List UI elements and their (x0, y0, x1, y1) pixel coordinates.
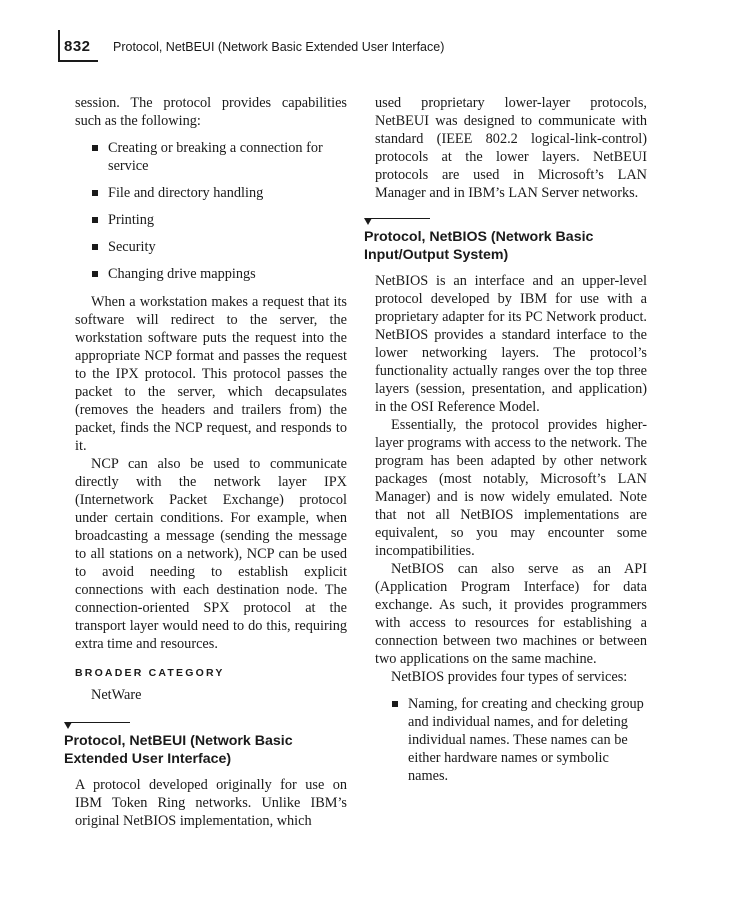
triangle-down-icon (64, 722, 72, 729)
netbios-entry (364, 216, 647, 785)
bullet-square-icon (392, 701, 398, 707)
bullet-square-icon (92, 190, 98, 196)
body-paragraph: NetBIOS provides four types of services: (391, 669, 628, 685)
entry-rule (368, 218, 430, 219)
body-paragraph: When a workstation makes a request that its software will redirect to the server, the workstation software puts the request into the appropriate NCP format and passes the request to the IPX protocol. This protocol passes the packet to the server, which decapsulates (removes the headers and trailers from) the packet, finds the NCP request, and responds to it. (75, 294, 347, 454)
capabilities-list (75, 139, 347, 283)
list-item: Changing drive mappings (75, 265, 347, 283)
list-item: Creating or breaking a connection for service (75, 139, 347, 175)
netbeui-entry (64, 720, 347, 830)
broader-category-label: BROADER CATEGORY (75, 667, 225, 679)
body-paragraph: NCP can also be used to communicate directly with the network layer IPX (Internetwork Packet Exchange) protocol under certain conditions. For example, when broadcasting a message (sending the message to all stations on a network), NCP can be used to avoid needing to establish explicit connections with each destination node. The connection-oriented SPX protocol at the transport layer would need to do this, requiring extra time and resources. (75, 456, 347, 652)
bullet-square-icon (92, 244, 98, 250)
body-paragraph: Essentially, the protocol provides higher-layer programs with access to the network. The program has been adapted by other network packages (most notably, Microsoft’s LAN Manager) and is now widely emulated. Note that not all NetBIOS implementations are equivalent, so you may encounter some incompatibilities. (375, 417, 647, 559)
intro-paragraph: session. The protocol provides capabilities such as the following: (75, 95, 347, 129)
entry-title: Protocol, NetBEUI (Network Basic Extended User Interface) (64, 733, 293, 767)
entry-marker (364, 216, 647, 228)
body-paragraph: NetBIOS can also serve as an API (Application Program Interface) for data exchange. As such, it provides programmers with access to resources for establishing a connection between two machines or between two applications on the same machine. (375, 561, 647, 667)
broader-category-value: NetWare (91, 687, 142, 703)
running-title: Protocol, NetBEUI (Network Basic Extended User Interface) (113, 40, 445, 54)
list-item: Security (75, 238, 347, 256)
triangle-down-icon (364, 218, 372, 225)
list-item: Naming, for creating and checking group and individual names, and for deleting individual names. These names can be either hardware names or symbolic names. (375, 695, 647, 785)
entry-body: A protocol developed originally for use on IBM Token Ring networks. Unlike IBM’s original NetBIOS implementation, which (75, 777, 347, 829)
bullet-square-icon (92, 217, 98, 223)
header-rule-vertical (58, 30, 60, 62)
entry-marker (64, 720, 347, 732)
left-column (64, 94, 347, 830)
list-item: Printing (75, 211, 347, 229)
header-rule-horizontal (58, 60, 98, 62)
bullet-square-icon (92, 271, 98, 277)
right-column (364, 94, 647, 785)
bullet-square-icon (92, 145, 98, 151)
list-item: File and directory handling (75, 184, 347, 202)
entry-body: NetBIOS is an interface and an upper-level protocol developed by IBM for use with a proprietary adapter for its PC Network product. NetBIOS provides a standard interface to the lower networking layers. The protocol’s functionality actually ranges over the top three layers (session, presentation, and application) in the OSI Reference Model. (375, 273, 647, 415)
entry-rule (68, 722, 130, 723)
page-number: 832 (64, 38, 91, 55)
services-list (375, 695, 647, 785)
entry-title: Protocol, NetBIOS (Network Basic Input/Output System) (364, 229, 594, 263)
body-paragraph: used proprietary lower-layer protocols, NetBEUI was designed to communicate with standard (IEEE 802.2 logical-link-control) protocols at the lower layers. NetBEUI protocols are used in Microsoft’s LAN Manager and in IBM’s LAN Server networks. (375, 95, 647, 201)
